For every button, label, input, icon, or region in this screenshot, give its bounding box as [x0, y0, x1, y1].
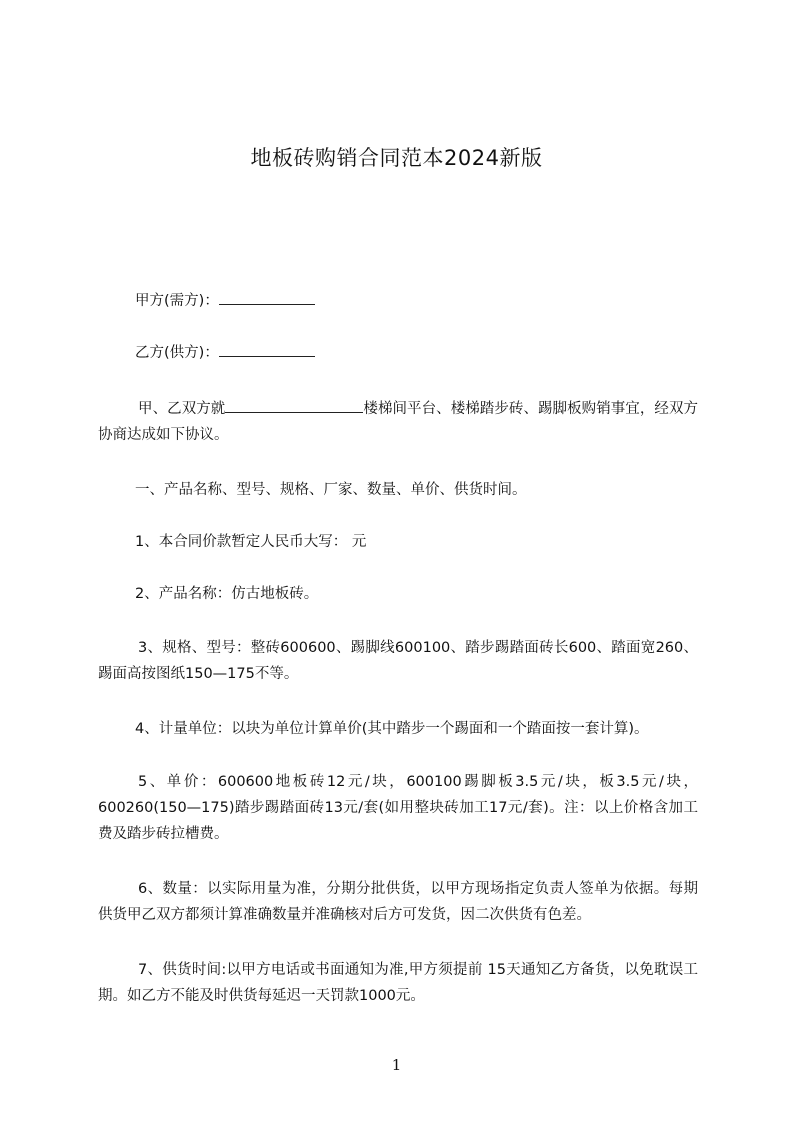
section-1-heading [98, 477, 698, 503]
party-b-blank [219, 342, 315, 357]
item-7 [98, 957, 698, 1009]
party-b-line [98, 340, 698, 366]
intro-after: 楼梯间平台、楼梯踏步砖、踢脚板购销事宜，经双方协商达成如下协议。 [98, 401, 699, 443]
item-5-text: 5、单价：600600地板砖12元/块，600100踢脚板3.5元/块，板3.5元/块，600260(150—175)踏步踢踏面砖13元/套(如用整块砖加工17元/套)。注：以上价格含加工费及踏步砖拉槽费。 [98, 774, 698, 842]
party-a-label: 甲方(需方)： [135, 293, 219, 309]
item-3 [98, 635, 698, 687]
item-4-text: 4、计量单位：以块为单位计算单价(其中踏步一个踢面和一个踏面按一套计算)。 [135, 721, 649, 737]
item-2 [98, 581, 698, 607]
party-a-blank [219, 290, 315, 305]
document-title: 地板砖购销合同范本2024新版 [250, 146, 543, 170]
page-number: 1 [391, 1056, 402, 1074]
intro-blank [225, 398, 363, 413]
item-1 [98, 529, 698, 555]
item-7-text: 7、供货时间:以甲方电话或书面通知为准,甲方须提前 15天通知乙方备货，以免耽误工期。如乙方不能及时供货每延迟一天罚款1000元。 [98, 962, 698, 1004]
item-4 [98, 716, 698, 742]
intro-before: 甲、乙双方就 [138, 401, 226, 417]
item-1-text: 1、本合同价款暂定人民币大写： 元 [135, 534, 367, 550]
section-1-text: 一、产品名称、型号、规格、厂家、数量、单价、供货时间。 [135, 482, 527, 498]
party-a-line [98, 288, 698, 314]
item-5 [98, 769, 698, 847]
item-6 [98, 876, 698, 928]
intro-paragraph [98, 396, 698, 448]
item-6-text: 6、数量：以实际用量为准，分期分批供货，以甲方现场指定负责人签单为依据。每期供货甲乙双方都须计算准确数量并准确核对后方可发货，因二次供货有色差。 [98, 881, 698, 923]
party-b-label: 乙方(供方)： [135, 345, 219, 361]
item-2-text: 2、产品名称：仿古地板砖。 [135, 586, 319, 602]
item-3-text: 3、规格、型号：整砖600600、踢脚线600100、踏步踢踏面砖长600、踏面宽260、踢面高按图纸150—175不等。 [98, 640, 698, 682]
